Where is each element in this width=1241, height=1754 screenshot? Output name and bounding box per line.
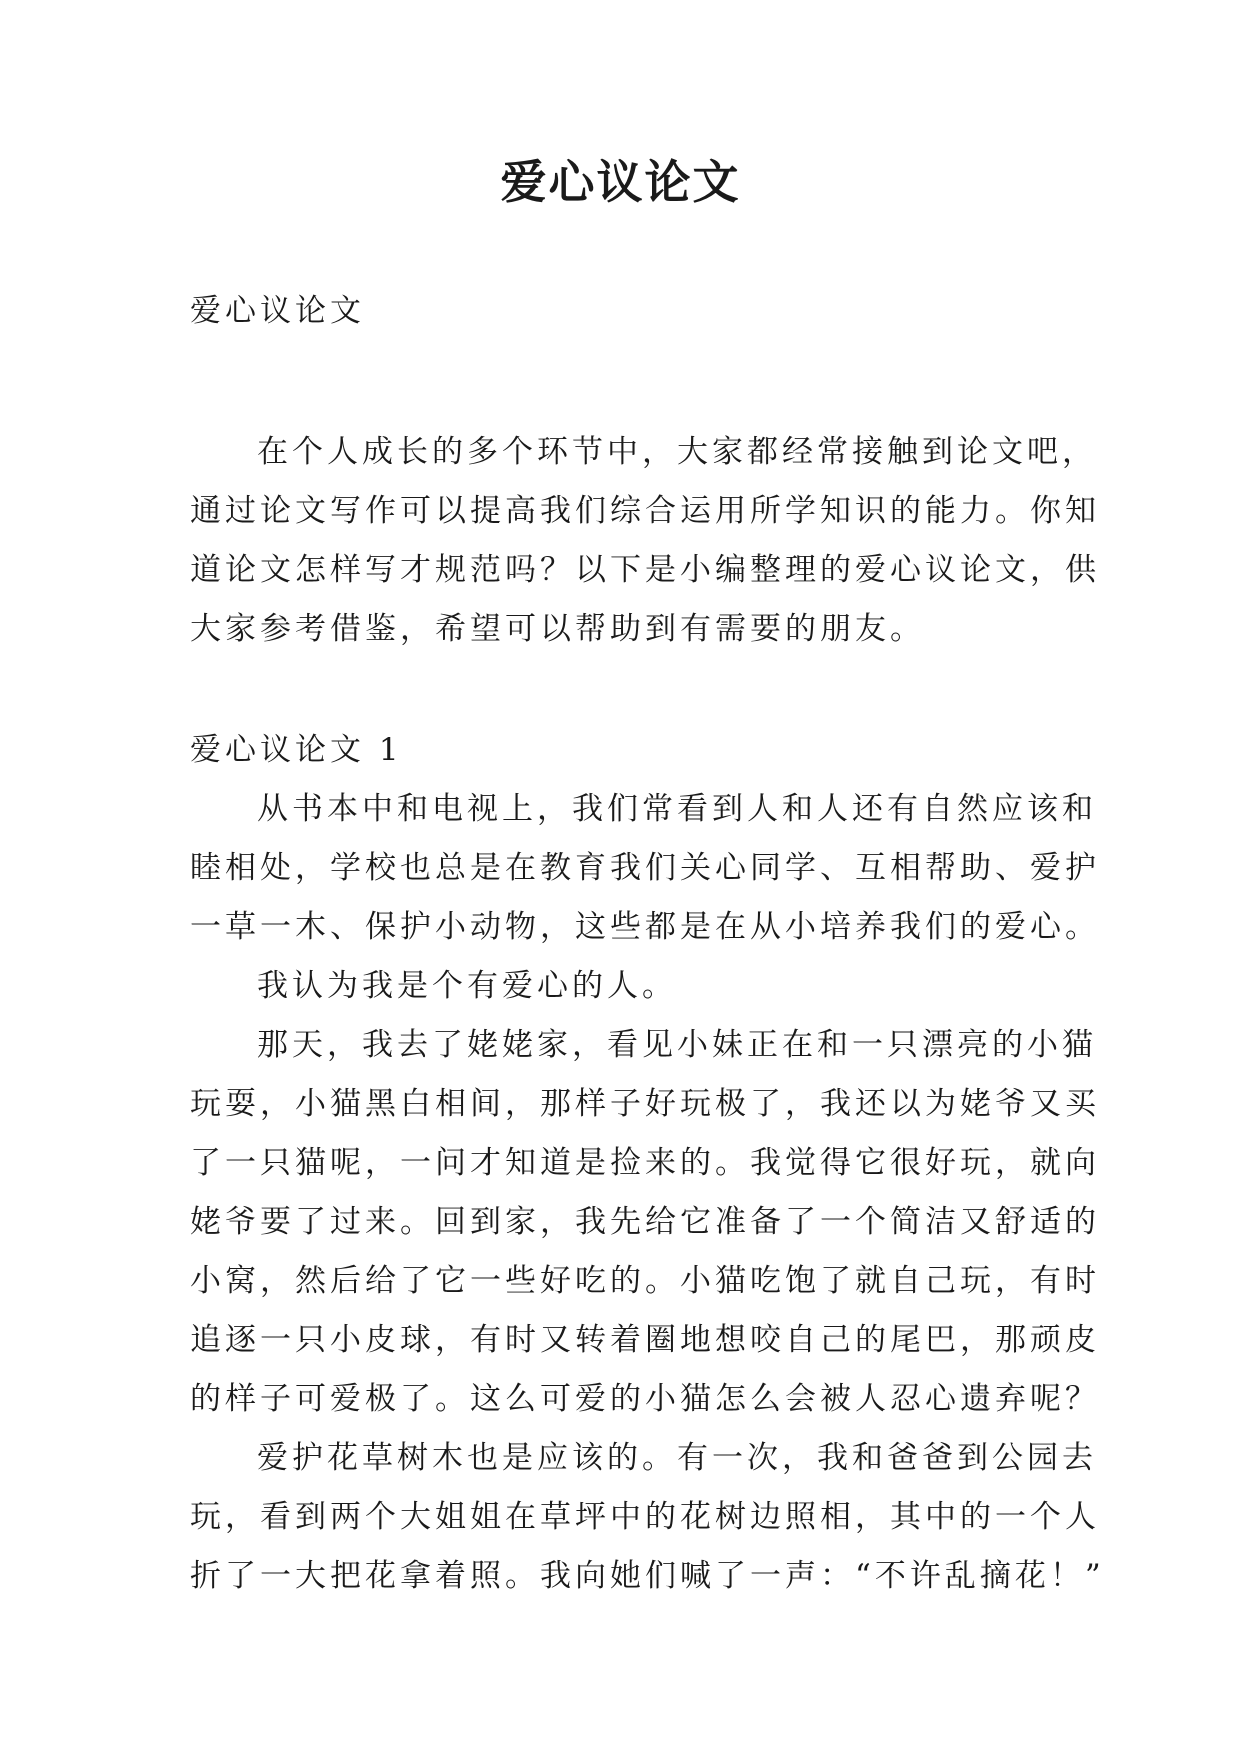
body-line: 小窝，然后给了它一些好吃的。小猫吃饱了就自己玩，有时	[190, 1263, 1100, 1299]
section-heading: 爱心议论文 1	[190, 732, 403, 768]
body-line: 了一只猫呢，一问才知道是捡来的。我觉得它很好玩，就向	[190, 1145, 1100, 1181]
body-line: 玩，看到两个大姐姐在草坪中的花树边照相，其中的一个人	[190, 1499, 1100, 1535]
body-line: 爱护花草树木也是应该的。有一次，我和爸爸到公园去	[257, 1440, 1097, 1476]
intro-paragraph	[190, 423, 1100, 659]
intro-line: 通过论文写作可以提高我们综合运用所学知识的能力。你知	[190, 493, 1100, 529]
body-line: 姥爷要了过来。回到家，我先给它准备了一个简洁又舒适的	[190, 1204, 1100, 1240]
document-body	[190, 282, 1105, 1606]
body-line: 玩耍，小猫黑白相间，那样子好玩极了，我还以为姥爷又买	[190, 1086, 1100, 1122]
body-line: 一草一木、保护小动物，这些都是在从小培养我们的爱心。	[190, 909, 1100, 945]
body-line: 追逐一只小皮球，有时又转着圈地想咬自己的尾巴，那顽皮	[190, 1322, 1100, 1358]
intro-line: 道论文怎样写才规范吗？以下是小编整理的爱心议论文，供	[190, 552, 1100, 588]
body-line: 睦相处，学校也总是在教育我们关心同学、互相帮助、爱护	[190, 850, 1100, 886]
section-body	[190, 780, 1105, 1606]
body-line: 我认为我是个有爱心的人。	[257, 968, 677, 1004]
body-line: 的样子可爱极了。这么可爱的小猫怎么会被人忍心遗弃呢？	[190, 1381, 1100, 1417]
body-line: 那天，我去了姥姥家，看见小妹正在和一只漂亮的小猫	[257, 1027, 1097, 1063]
body-line: 从书本中和电视上，我们常看到人和人还有自然应该和	[257, 791, 1097, 827]
intro-line: 大家参考借鉴，希望可以帮助到有需要的朋友。	[190, 611, 925, 647]
document-title: 爱心议论文	[500, 155, 741, 209]
intro-line: 在个人成长的多个环节中，大家都经常接触到论文吧，	[257, 434, 1097, 470]
subtitle: 爱心议论文	[190, 293, 365, 329]
body-line: 折了一大把花拿着照。我向她们喊了一声：“不许乱摘花！”	[190, 1558, 1105, 1594]
